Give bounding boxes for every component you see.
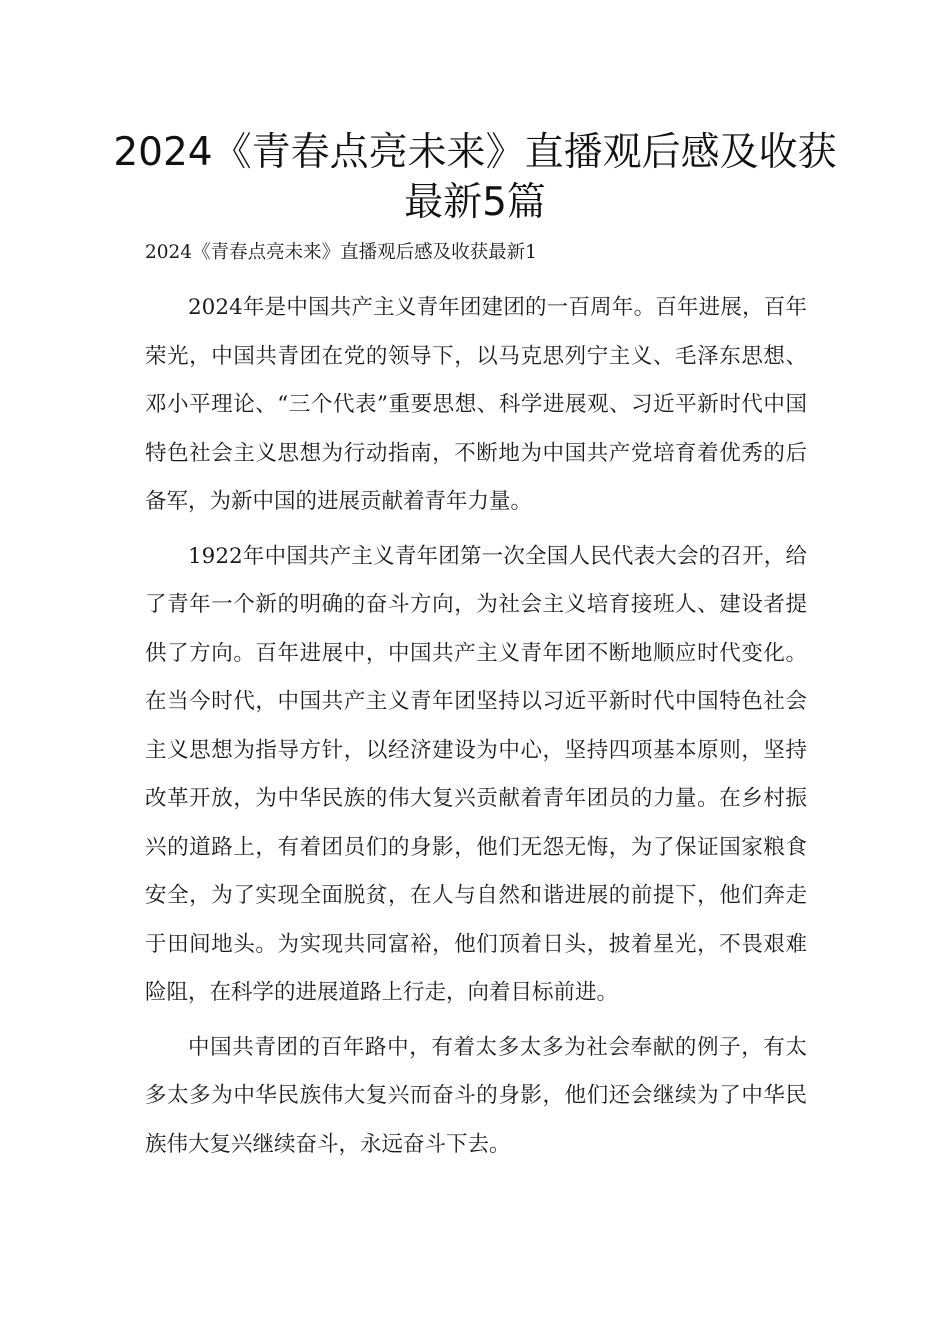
document-title: 2024《青春点亮未来》直播观后感及收获最新5篇 — [113, 130, 837, 225]
document-body — [145, 284, 807, 1175]
paragraph-3: 中国共青团的百年路中，有着太多太多为社会奉献的例子，有太多太多为中华民族伟大复兴而奋斗的身影，他们还会继续为了中华民族伟大复兴继续奋斗，永远奋斗下去。 — [145, 1034, 807, 1157]
paragraph-2: 1922年中国共产主义青年团第一次全国人民代表大会的召开，给了青年一个新的明确的奋斗方向，为社会主义培育接班人、建设者提供了方向。百年进展中，中国共产主义青年团不断地顺应时代变化。在当今时代，中国共产主义青年团坚持以习近平新时代中国特色社会主义思想为指导方针，以经济建设为中心，坚持四项基本原则，坚持改革开放，为中华民族的伟大复兴贡献着青年团员的力量。在乡村振兴的道路上，有着团员们的身影，他们无怨无悔，为了保证国家粮食安全，为了实现全面脱贫，在人与自然和谐进展的前提下，他们奔走于田间地头。为实现共同富裕，他们顶着日头，披着星光，不畏艰难险阻，在科学的进展道路上行走，向着目标前进。 — [145, 543, 807, 1005]
section-heading: 2024《青春点亮未来》直播观后感及收获最新1 — [145, 242, 537, 263]
paragraph-1: 2024年是中国共产主义青年团建团的一百周年。百年进展，百年荣光，中国共青团在党的领导下，以马克思列宁主义、毛泽东思想、邓小平理论、“三个代表”重要思想、科学进展观、习近平新时代中国特色社会主义思想为行动指南，不断地为中国共产党培育着优秀的后备军，为新中国的进展贡献着青年力量。 — [145, 295, 807, 514]
